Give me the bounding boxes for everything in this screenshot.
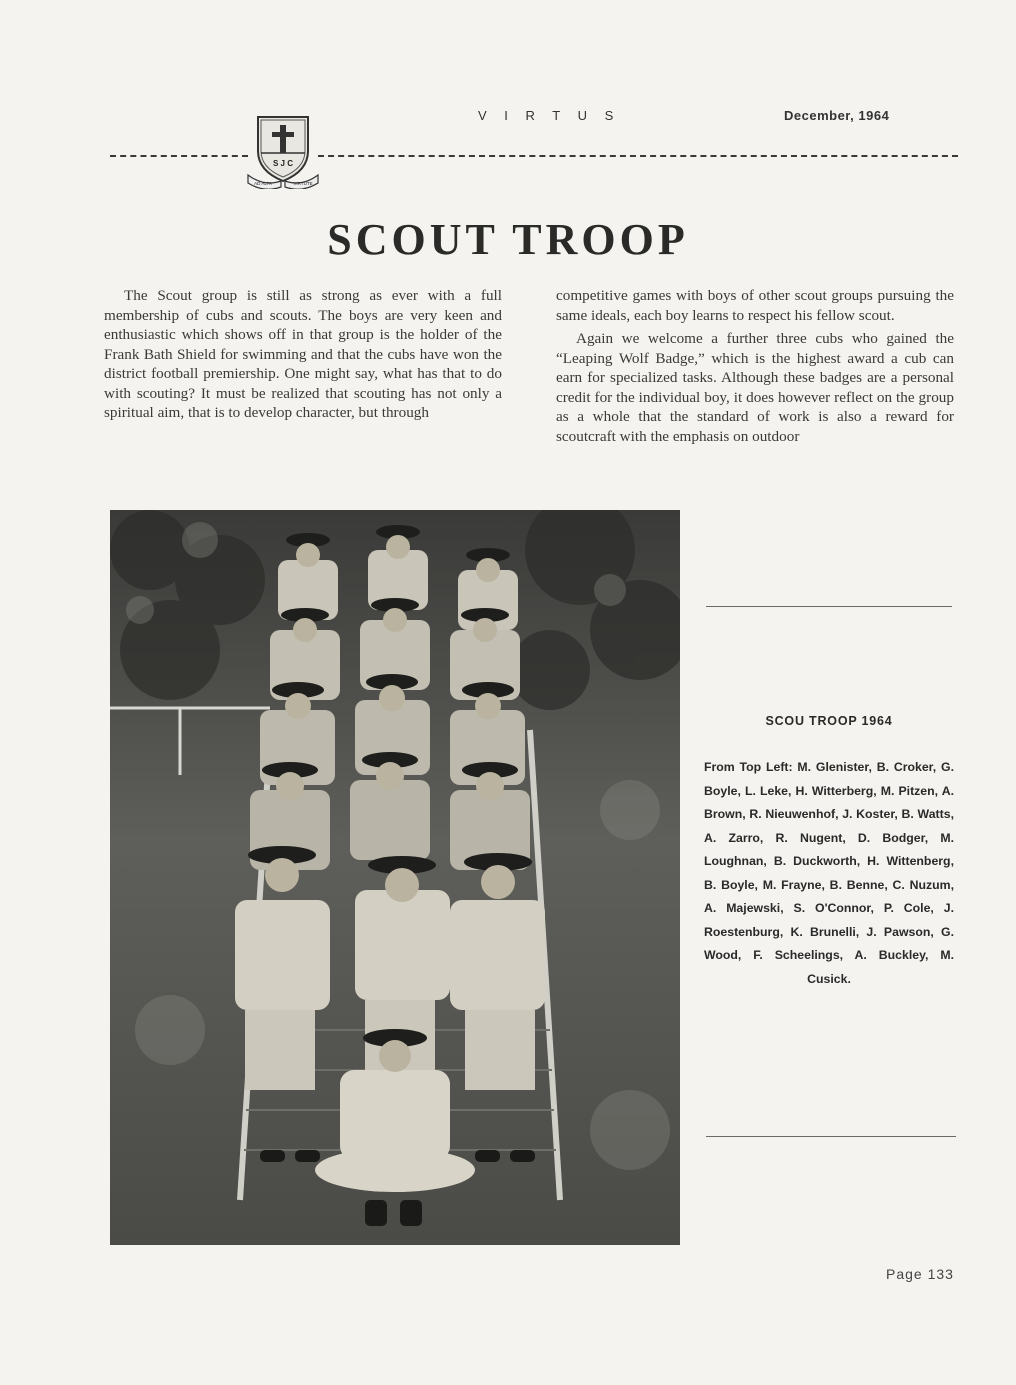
caption-rule-top	[706, 606, 952, 607]
caption-title: SCOU TROOP 1964	[765, 714, 893, 728]
header-rule-left	[110, 155, 248, 157]
paragraph: Again we welcome a further three cubs who gained the “Leaping Wolf Badge,” which is the highest award a cub can earn for specialized tasks. Although these badges are a personal credit for the individual boy, it does however reflect on the group as a whole that the standard of work is also a reward for scoutcraft with the emphasis on outdoor	[556, 330, 954, 445]
issue-date: December, 1964	[784, 108, 890, 123]
article-column-right	[556, 286, 954, 450]
article-column-left	[104, 286, 502, 427]
crest-motto-right: VIRTUTE	[293, 181, 313, 186]
school-crest	[246, 113, 320, 189]
header-rule-right	[318, 155, 958, 157]
publication-name: V I R T U S	[478, 108, 621, 123]
page-number: Page 133	[886, 1266, 954, 1282]
crest-initials: S J C	[272, 159, 294, 168]
caption-rule-bottom	[706, 1136, 956, 1137]
paragraph: competitive games with boys of other scout groups pursuing the same ideals, each boy learns to respect his fellow scout.	[556, 287, 954, 324]
paragraph: The Scout group is still as strong as ever with a full membership of cubs and scouts. The boys are very keen and enthusiastic which shows off in that group is the holder of the Frank Bath Shield for swimming and that the cubs have won the district football premiership. One might say, what has that to do with scouting? It must be realized that scouting has not only a spiritual aim, that is to develop character, but through	[104, 287, 502, 421]
caption-names: From Top Left: M. Glenister, B. Croker, G. Boyle, L. Leke, H. Witterberg, M. Pitzen, A. Brown, R. Nieuwenhof, J. Koster, B. Watts, A. Zarro, R. Nugent, D. Bodger, M. Loughnan, B. Duckworth, H. Wittenberg, B. Boyle, M. Frayne, B. Benne, C. Nuzum, A. Majewski, S. O'Connor, P. Cole, J. Roestenburg, K. Brunelli, J. Pawson, G. Wood, F. Scheelings, A. Buckley, M. Cusick.	[704, 760, 954, 986]
troop-group-photo	[110, 510, 680, 1245]
crest-motto-left: AD ALTA	[254, 181, 272, 186]
article-title: SCOUT TROOP	[327, 215, 689, 264]
